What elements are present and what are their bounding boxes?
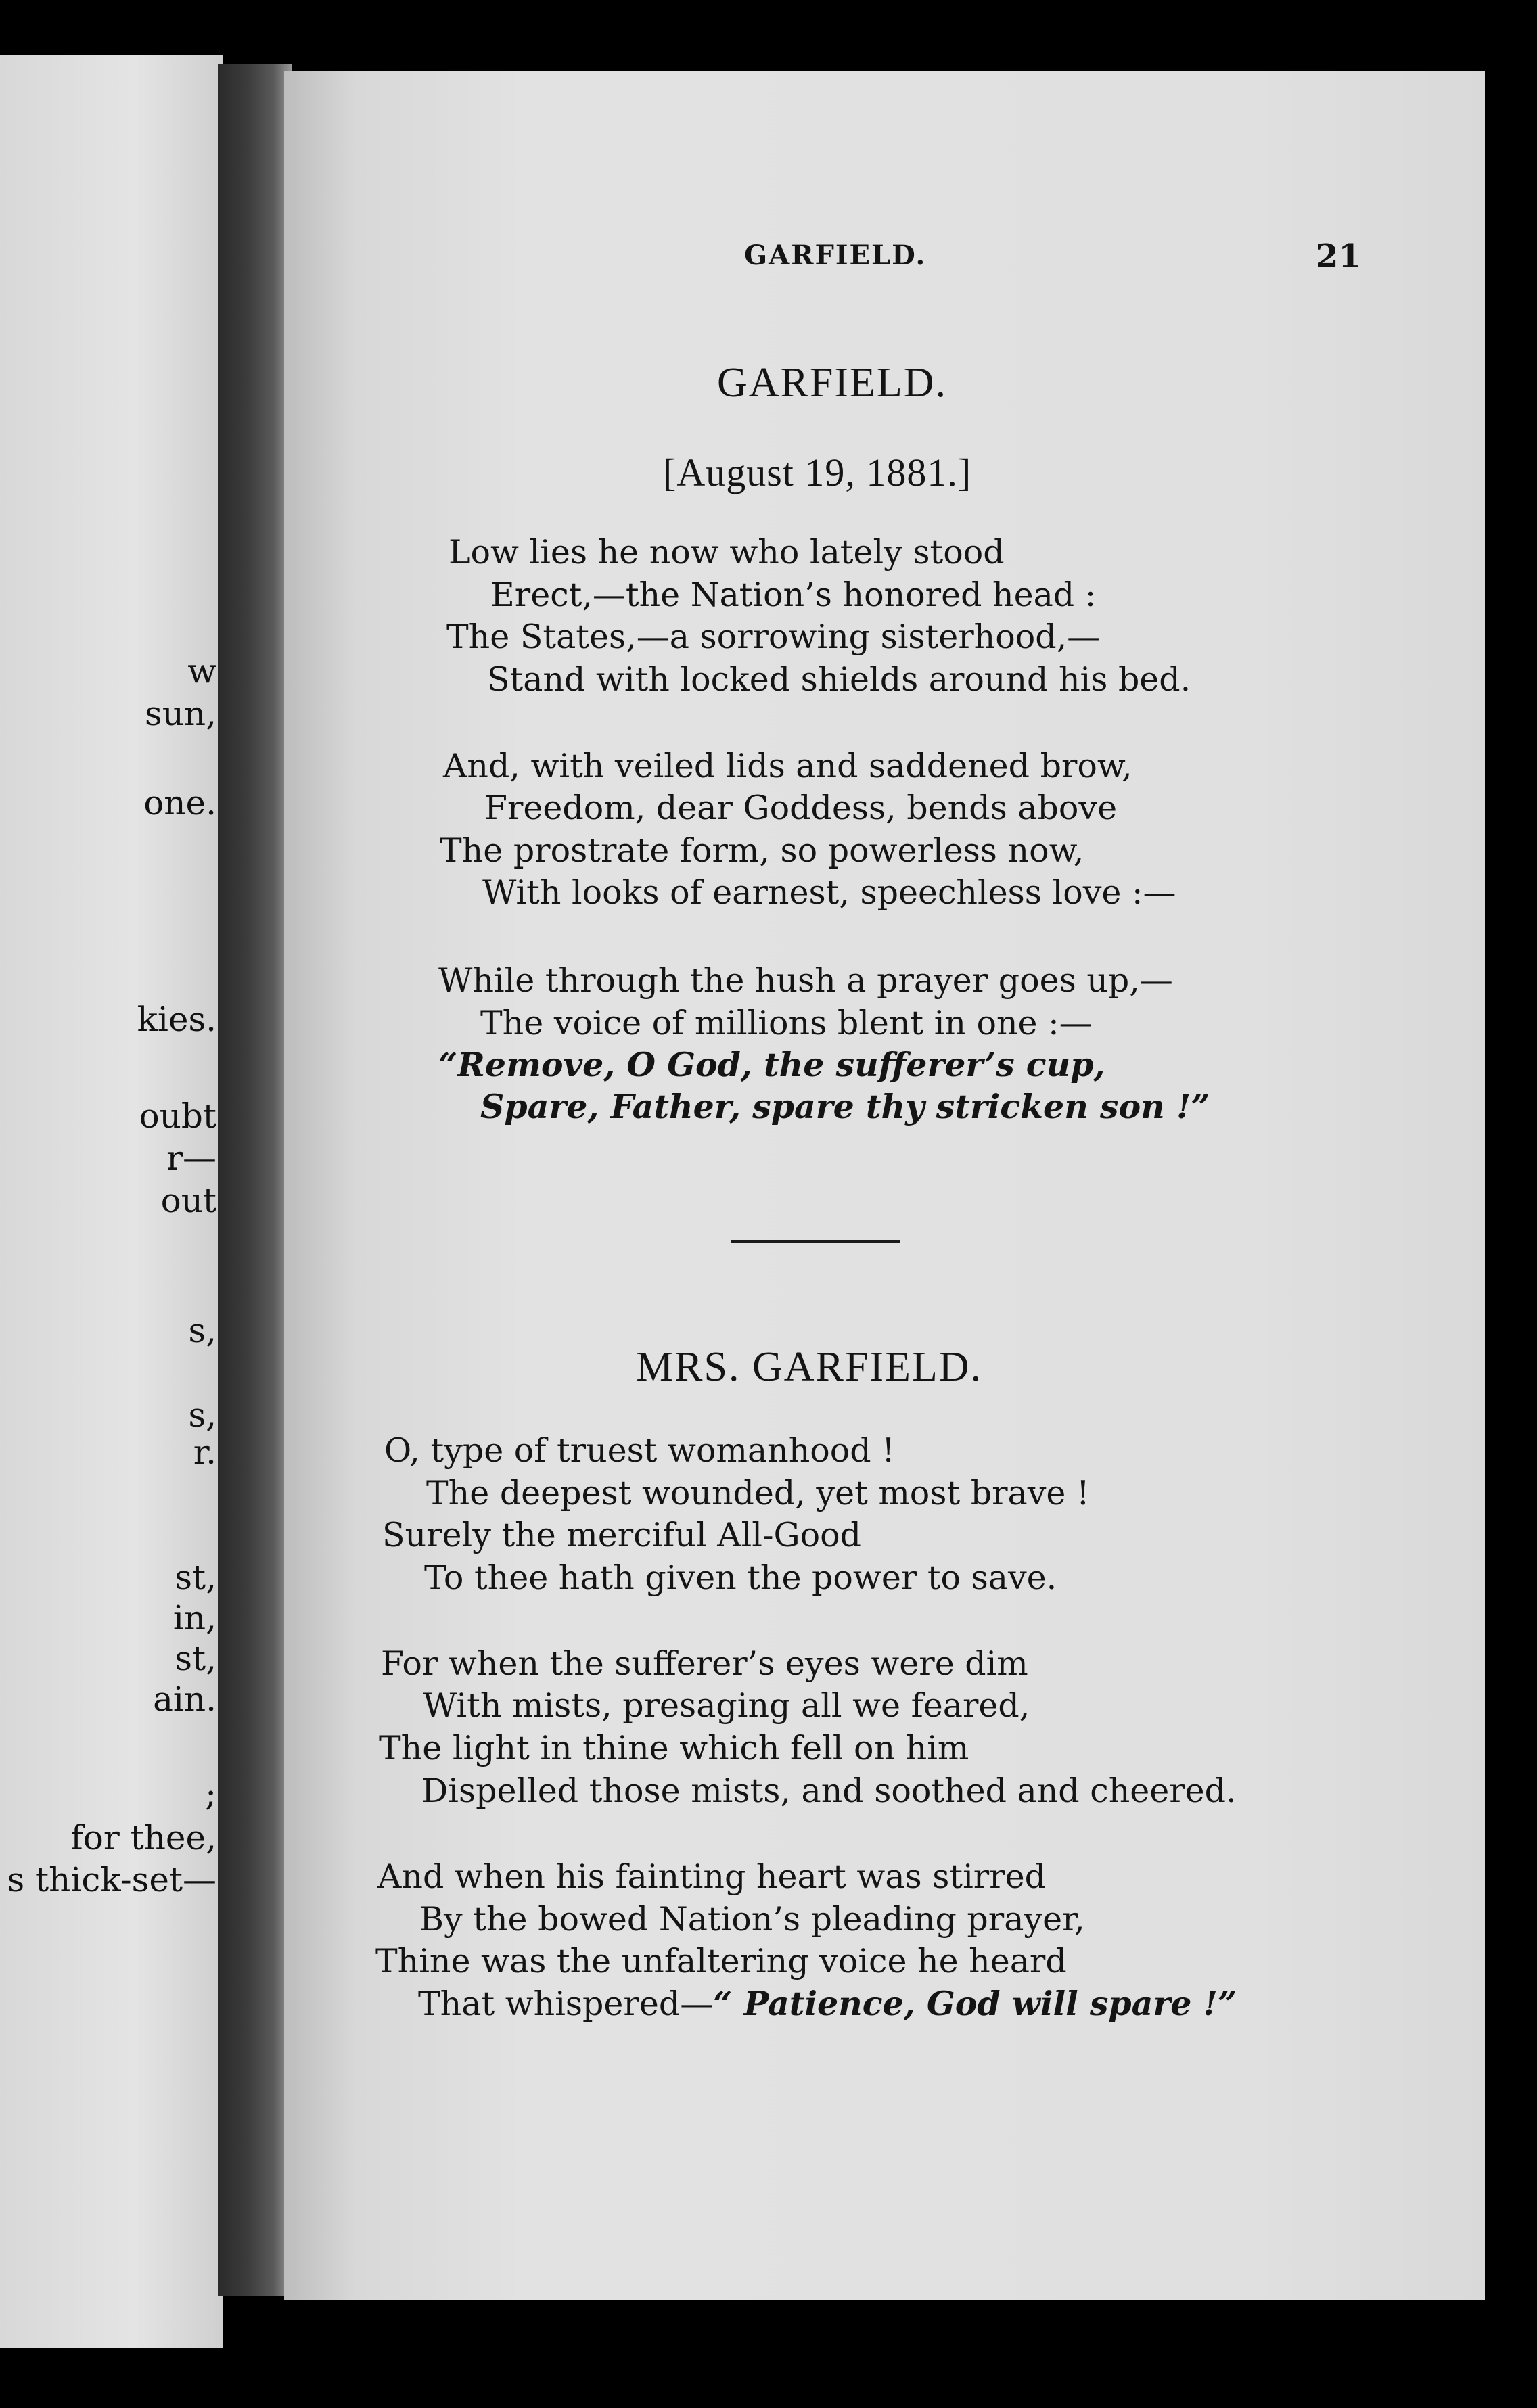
poem-title: MRS. GARFIELD. — [636, 1344, 983, 1390]
page-number: 21 — [1316, 237, 1361, 275]
verse-line: To thee hath given the power to save. — [424, 1558, 1057, 1597]
left-fragment: ; — [205, 1774, 216, 1813]
verse-line-italic: “Remove, O God, the sufferer’s cup, — [438, 1045, 1105, 1084]
verse-line: The prostrate form, so powerless now, — [440, 831, 1084, 870]
verse-line: By the bowed Nation’s pleading prayer, — [419, 1900, 1085, 1939]
left-fragment: out — [160, 1181, 216, 1220]
left-fragment: for thee, — [70, 1818, 216, 1857]
poem-title: GARFIELD. — [717, 360, 948, 406]
left-fragment: st, — [175, 1639, 216, 1678]
verse-line-italic-part: “ Patience, God will spare !” — [713, 1984, 1237, 2023]
verse-line: With mists, presaging all we feared, — [423, 1686, 1030, 1725]
verse-line: Low lies he now who lately stood — [449, 533, 1005, 572]
verse-line: The voice of millions blent in one :— — [480, 1004, 1093, 1042]
verse-line: The States,—a sorrowing sisterhood,— — [446, 618, 1101, 656]
verse-line: The light in thine which fell on him — [379, 1729, 969, 1767]
left-fragment: one. — [143, 783, 216, 823]
left-facing-page — [0, 55, 223, 2348]
verse-line-roman-part: That whispered— — [418, 1985, 714, 2023]
left-fragment: r— — [166, 1138, 216, 1178]
section-divider-rule — [731, 1240, 900, 1243]
left-fragment: oubt — [139, 1096, 216, 1136]
verse-line: Surely the merciful All-Good — [382, 1516, 862, 1554]
left-fragment: ain. — [153, 1680, 216, 1719]
verse-line: And when his fainting heart was stirred — [377, 1857, 1046, 1896]
left-fragment: st, — [175, 1558, 216, 1597]
verse-line: Dispelled those mists, and soothed and cheered. — [421, 1772, 1237, 1810]
left-fragment: s, — [188, 1311, 216, 1350]
verse-line: While through the hush a prayer goes up,— — [438, 961, 1173, 1000]
verse-line: Stand with locked shields around his bed. — [487, 660, 1191, 699]
verse-line-italic: Spare, Father, spare thy stricken son !” — [480, 1087, 1210, 1126]
verse-line: With looks of earnest, speechless love :— — [482, 873, 1176, 912]
verse-line: Freedom, dear Goddess, bends above — [484, 789, 1118, 827]
running-head: GARFIELD. — [744, 239, 927, 271]
verse-line: Thine was the unfaltering voice he heard — [375, 1942, 1067, 1981]
verse-line: The deepest wounded, yet most brave ! — [426, 1474, 1090, 1512]
right-page — [284, 71, 1485, 2300]
left-fragment: s, — [188, 1395, 216, 1435]
verse-line: Erect,—the Nation’s honored head : — [490, 576, 1097, 614]
verse-line — [418, 1984, 1237, 2023]
left-fragment: r. — [193, 1433, 216, 1472]
left-fragment: s thick-set— — [7, 1860, 216, 1899]
left-fragment: w — [187, 651, 216, 691]
book-gutter-shadow — [218, 64, 292, 2296]
left-fragment: kies. — [137, 1000, 216, 1039]
verse-line: For when the sufferer’s eyes were dim — [381, 1644, 1028, 1683]
poem-date: [August 19, 1881.] — [663, 450, 972, 494]
left-fragment: sun, — [145, 694, 216, 733]
left-fragment: in, — [173, 1598, 216, 1638]
verse-line: O, type of truest womanhood ! — [384, 1431, 895, 1470]
verse-line: And, with veiled lids and saddened brow, — [443, 747, 1132, 785]
